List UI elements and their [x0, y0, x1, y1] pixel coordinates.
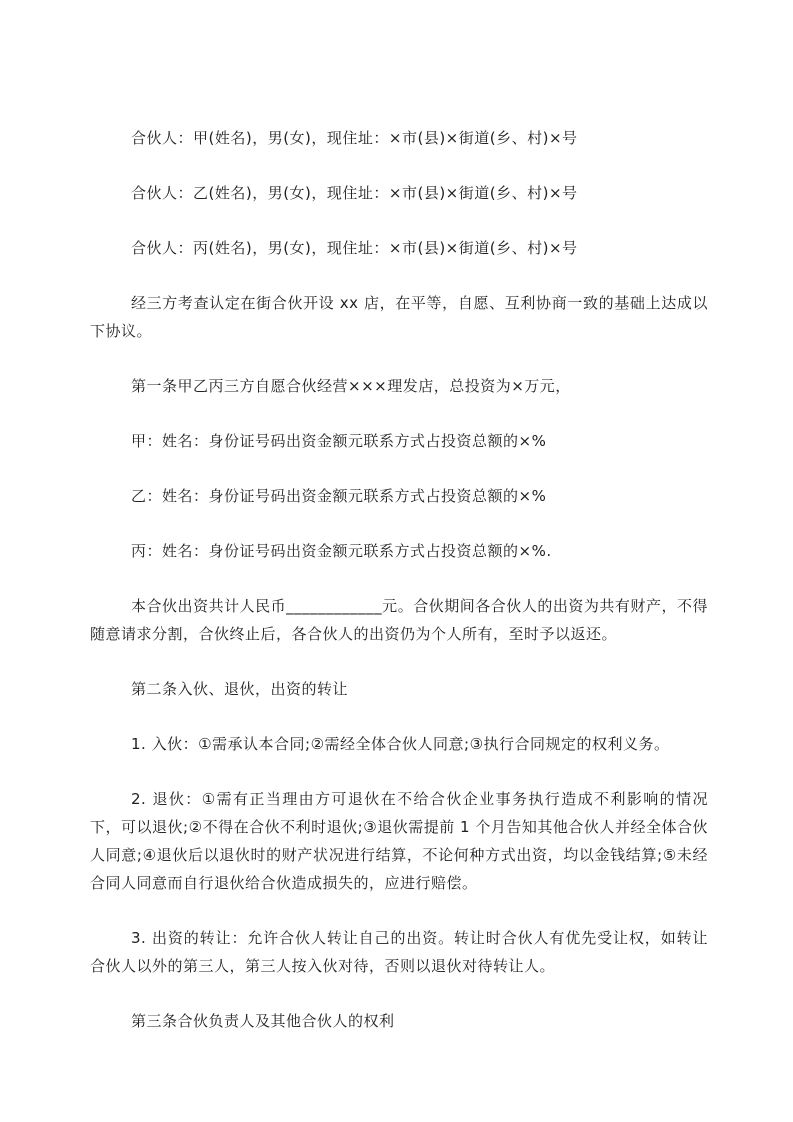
preamble: 经三方考查认定在街合伙开设 xx 店，在平等，自愿、互利协商一致的基础上达成以下协议。 — [90, 294, 708, 340]
clause-withdraw: 2. 退伙：①需有正当理由方可退伙在不给合伙企业事务执行造成不利影响的情况下，可以退伙;②不得在合伙不利时退伙;③退伙需提前 1 个月告知其他合伙人并经全体合伙人同意;④退伙后以退伙时的财产状况进行结算，不论何种方式出资，均以金钱结算;⑤未经合同人同意而自行退伙给合伙造成损失的，应进行赔偿。 — [90, 790, 708, 892]
partner-a-line: 合伙人：甲(姓名)，男(女)，现住址：×市(县)×街道(乡、村)×号 — [131, 129, 578, 147]
article-1: 第一条甲乙丙三方自愿合伙经营×××理发店，总投资为×万元， — [131, 377, 571, 395]
article-3-heading: 第三条合伙负责人及其他合伙人的权利 — [131, 1012, 395, 1030]
clause-join: 1. 入伙：①需承认本合同;②需经全体合伙人同意;③执行合同规定的权利义务。 — [131, 735, 670, 753]
clause-transfer: 3. 出资的转让：允许合伙人转让自己的出资。转让时合伙人有优先受让权，如转让合伙人以外的第三人，第三人按入伙对待，否则以退伙对待转让人。 — [90, 929, 708, 975]
contribution-b: 乙：姓名：身份证号码出资金额元联系方式占投资总额的×% — [131, 487, 547, 505]
partner-b-line: 合伙人：乙(姓名)，男(女)，现住址：×市(县)×街道(乡、村)×号 — [131, 184, 578, 202]
contribution-a: 甲：姓名：身份证号码出资金额元联系方式占投资总额的×% — [131, 432, 547, 450]
partner-c-line: 合伙人：丙(姓名)，男(女)，现住址：×市(县)×街道(乡、村)×号 — [131, 239, 578, 257]
contribution-c: 丙：姓名：身份证号码出资金额元联系方式占投资总额的×%. — [131, 542, 552, 560]
capital-total: 本合伙出资共计人民币____________元。合伙期间各合伙人的出资为共有财产，不得随意请求分割，合伙终止后，各合伙人的出资仍为个人所有，至时予以返还。 — [90, 597, 708, 643]
article-2-heading: 第二条入伙、退伙，出资的转让 — [131, 680, 349, 698]
